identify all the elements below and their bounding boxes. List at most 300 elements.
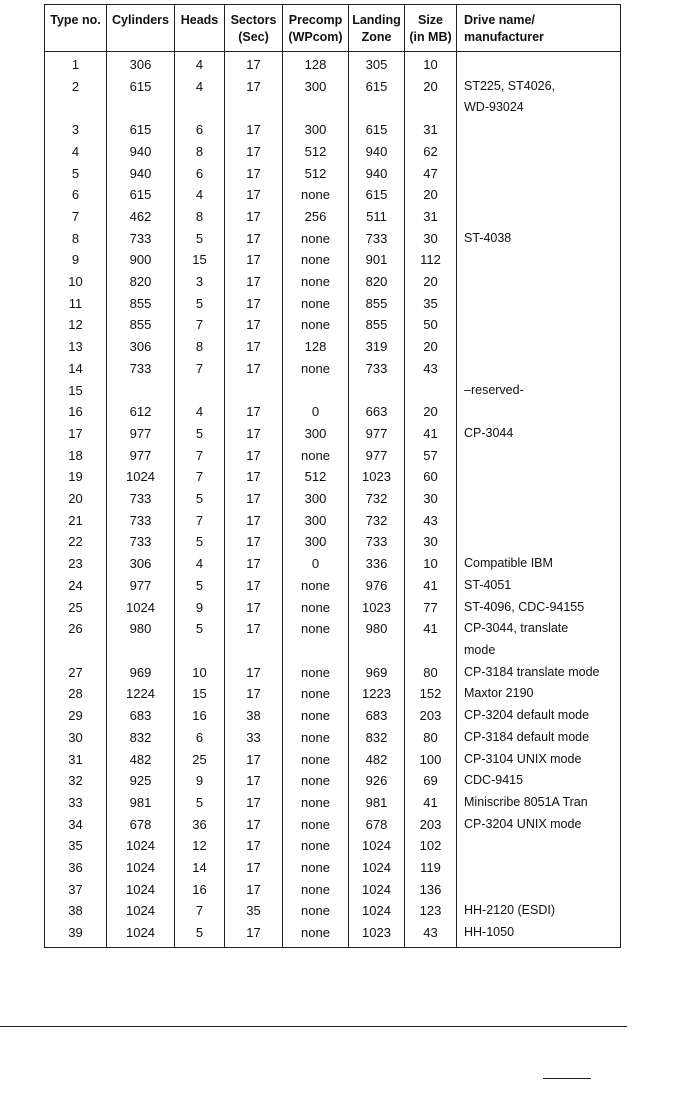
table-row	[45, 705, 621, 727]
cell-drive-name	[457, 52, 621, 76]
cell-heads: 8	[175, 206, 225, 228]
cell-cylinders: 1024	[107, 900, 175, 922]
table-row	[45, 380, 621, 402]
table-row	[45, 553, 621, 575]
cell-sectors: 17	[225, 293, 283, 315]
cell-sectors: 38	[225, 705, 283, 727]
cell-precomp: none	[283, 249, 349, 271]
cell-precomp: 300	[283, 510, 349, 532]
header-precomp: Precomp (WPcom)	[283, 5, 349, 52]
cell-sectors: 17	[225, 662, 283, 684]
header-landing-zone: Landing Zone	[349, 5, 405, 52]
cell-type-no: 32	[45, 770, 107, 792]
cell-sectors: 17	[225, 271, 283, 293]
cell-drive-name: CP-3104 UNIX mode	[457, 749, 621, 771]
cell-size: 203	[405, 705, 457, 727]
cell-landing-zone: 733	[349, 531, 405, 553]
cell-landing-zone: 305	[349, 52, 405, 76]
cell-sectors: 17	[225, 466, 283, 488]
cell-size: 30	[405, 531, 457, 553]
cell-cylinders: 482	[107, 749, 175, 771]
cell-cylinders: 1024	[107, 597, 175, 619]
cell-landing-zone: 940	[349, 141, 405, 163]
cell-heads: 5	[175, 293, 225, 315]
cell-landing-zone: 1024	[349, 900, 405, 922]
cell-cylinders: 306	[107, 553, 175, 575]
table-body	[45, 52, 621, 948]
cell-drive-name: CDC-9415	[457, 770, 621, 792]
table-row	[45, 488, 621, 510]
cell-sectors: 17	[225, 814, 283, 836]
cell-precomp: none	[283, 271, 349, 293]
cell-drive-name: HH-2120 (ESDI)	[457, 900, 621, 922]
cell-sectors: 17	[225, 358, 283, 380]
cell-cylinders: 940	[107, 163, 175, 185]
cell-heads: 5	[175, 792, 225, 814]
cell-size: 69	[405, 770, 457, 792]
cell-heads: 16	[175, 705, 225, 727]
cell-heads: 6	[175, 727, 225, 749]
cell-sectors: 17	[225, 857, 283, 879]
cell-type-no: 1	[45, 52, 107, 76]
cell-type-no: 35	[45, 835, 107, 857]
cell-landing-zone: 976	[349, 575, 405, 597]
cell-heads: 8	[175, 336, 225, 358]
cell-heads: 9	[175, 770, 225, 792]
cell-sectors	[225, 380, 283, 402]
cell-heads: 8	[175, 141, 225, 163]
cell-cylinders: 977	[107, 445, 175, 467]
cell-type-no: 9	[45, 249, 107, 271]
cell-landing-zone: 940	[349, 163, 405, 185]
table-row	[45, 835, 621, 857]
cell-type-no: 2	[45, 76, 107, 119]
cell-size: 10	[405, 553, 457, 575]
cell-drive-name	[457, 206, 621, 228]
cell-size: 20	[405, 401, 457, 423]
cell-precomp: none	[283, 727, 349, 749]
cell-drive-name: CP-3204 default mode	[457, 705, 621, 727]
cell-heads: 15	[175, 683, 225, 705]
table-row	[45, 184, 621, 206]
cell-sectors: 17	[225, 618, 283, 661]
cell-precomp: none	[283, 857, 349, 879]
cell-heads	[175, 380, 225, 402]
cell-cylinders: 1024	[107, 922, 175, 947]
cell-type-no: 17	[45, 423, 107, 445]
cell-sectors: 17	[225, 184, 283, 206]
cell-heads: 7	[175, 445, 225, 467]
table-row	[45, 52, 621, 76]
cell-sectors: 17	[225, 249, 283, 271]
cell-heads: 5	[175, 575, 225, 597]
cell-precomp: none	[283, 749, 349, 771]
cell-drive-name: ST-4038	[457, 228, 621, 250]
cell-heads: 4	[175, 401, 225, 423]
cell-heads: 5	[175, 228, 225, 250]
cell-drive-name: Maxtor 2190	[457, 683, 621, 705]
cell-landing-zone: 1024	[349, 835, 405, 857]
cell-drive-name: –reserved-	[457, 380, 621, 402]
cell-drive-name: Compatible IBM	[457, 553, 621, 575]
cell-type-no: 11	[45, 293, 107, 315]
cell-cylinders: 855	[107, 314, 175, 336]
cell-heads: 5	[175, 488, 225, 510]
cell-drive-name	[457, 249, 621, 271]
table-row	[45, 358, 621, 380]
cell-landing-zone: 733	[349, 358, 405, 380]
cell-type-no: 36	[45, 857, 107, 879]
cell-type-no: 16	[45, 401, 107, 423]
cell-size: 41	[405, 423, 457, 445]
cell-precomp	[283, 380, 349, 402]
cell-heads: 15	[175, 249, 225, 271]
cell-size: 80	[405, 662, 457, 684]
cell-size: 102	[405, 835, 457, 857]
cell-precomp: none	[283, 228, 349, 250]
header-row	[45, 5, 621, 52]
table-row	[45, 314, 621, 336]
cell-heads: 36	[175, 814, 225, 836]
table-row	[45, 510, 621, 532]
cell-precomp: 256	[283, 206, 349, 228]
cell-cylinders: 977	[107, 423, 175, 445]
cell-landing-zone: 678	[349, 814, 405, 836]
cell-heads: 5	[175, 922, 225, 947]
cell-precomp: 512	[283, 466, 349, 488]
cell-type-no: 30	[45, 727, 107, 749]
cell-drive-name: CP-3184 translate mode	[457, 662, 621, 684]
cell-drive-name	[457, 314, 621, 336]
cell-size: 57	[405, 445, 457, 467]
cell-size: 136	[405, 879, 457, 901]
table-row	[45, 119, 621, 141]
cell-size: 31	[405, 206, 457, 228]
cell-sectors: 17	[225, 314, 283, 336]
cell-type-no: 8	[45, 228, 107, 250]
cell-heads: 4	[175, 184, 225, 206]
table-row	[45, 293, 621, 315]
cell-sectors: 17	[225, 445, 283, 467]
cell-heads: 4	[175, 553, 225, 575]
table-row	[45, 163, 621, 185]
cell-sectors: 17	[225, 228, 283, 250]
table-row	[45, 814, 621, 836]
cell-drive-name	[457, 879, 621, 901]
cell-drive-name: CP-3044, translate mode	[457, 618, 621, 661]
cell-sectors: 17	[225, 206, 283, 228]
cell-precomp: none	[283, 835, 349, 857]
cell-type-no: 33	[45, 792, 107, 814]
cell-drive-name	[457, 531, 621, 553]
cell-cylinders: 306	[107, 52, 175, 76]
cell-cylinders: 615	[107, 184, 175, 206]
cell-landing-zone: 926	[349, 770, 405, 792]
cell-cylinders: 683	[107, 705, 175, 727]
cell-type-no: 23	[45, 553, 107, 575]
cell-size: 152	[405, 683, 457, 705]
cell-landing-zone: 615	[349, 184, 405, 206]
cell-heads: 6	[175, 119, 225, 141]
cell-sectors: 17	[225, 423, 283, 445]
table-row	[45, 76, 621, 119]
cell-drive-name: HH-1050	[457, 922, 621, 947]
cell-heads: 10	[175, 662, 225, 684]
cell-cylinders: 969	[107, 662, 175, 684]
cell-size: 20	[405, 184, 457, 206]
cell-landing-zone: 977	[349, 423, 405, 445]
cell-landing-zone: 977	[349, 445, 405, 467]
cell-type-no: 3	[45, 119, 107, 141]
cell-landing-zone: 820	[349, 271, 405, 293]
table-row	[45, 792, 621, 814]
cell-drive-name	[457, 445, 621, 467]
cell-size: 10	[405, 52, 457, 76]
cell-landing-zone: 981	[349, 792, 405, 814]
cell-type-no: 13	[45, 336, 107, 358]
table-row	[45, 445, 621, 467]
cell-heads: 7	[175, 358, 225, 380]
cell-type-no: 28	[45, 683, 107, 705]
cell-drive-name	[457, 466, 621, 488]
cell-sectors: 17	[225, 575, 283, 597]
cell-size: 20	[405, 76, 457, 119]
cell-size: 41	[405, 618, 457, 661]
cell-type-no: 25	[45, 597, 107, 619]
cell-drive-name: ST225, ST4026, WD-93024	[457, 76, 621, 119]
cell-size: 43	[405, 922, 457, 947]
cell-cylinders: 900	[107, 249, 175, 271]
cell-heads: 6	[175, 163, 225, 185]
cell-landing-zone: 980	[349, 618, 405, 661]
cell-heads: 7	[175, 510, 225, 532]
cell-drive-name	[457, 119, 621, 141]
cell-precomp: none	[283, 358, 349, 380]
cell-size: 31	[405, 119, 457, 141]
cell-landing-zone: 663	[349, 401, 405, 423]
table-row	[45, 857, 621, 879]
cell-landing-zone: 336	[349, 553, 405, 575]
cell-cylinders: 733	[107, 358, 175, 380]
cell-cylinders: 1224	[107, 683, 175, 705]
cell-drive-name	[457, 488, 621, 510]
cell-heads: 7	[175, 314, 225, 336]
cell-drive-name: CP-3204 UNIX mode	[457, 814, 621, 836]
cell-cylinders: 462	[107, 206, 175, 228]
cell-cylinders: 832	[107, 727, 175, 749]
cell-type-no: 26	[45, 618, 107, 661]
cell-sectors: 17	[225, 401, 283, 423]
cell-cylinders: 615	[107, 76, 175, 119]
cell-drive-name: CP-3184 default mode	[457, 727, 621, 749]
cell-drive-name	[457, 163, 621, 185]
table-row	[45, 206, 621, 228]
cell-type-no: 14	[45, 358, 107, 380]
cell-precomp: none	[283, 814, 349, 836]
cell-cylinders: 820	[107, 271, 175, 293]
cell-precomp: 0	[283, 401, 349, 423]
cell-size: 20	[405, 271, 457, 293]
cell-cylinders: 615	[107, 119, 175, 141]
cell-cylinders: 940	[107, 141, 175, 163]
table-row	[45, 228, 621, 250]
cell-type-no: 29	[45, 705, 107, 727]
cell-landing-zone: 683	[349, 705, 405, 727]
cell-precomp: none	[283, 792, 349, 814]
cell-cylinders: 1024	[107, 879, 175, 901]
cell-size: 35	[405, 293, 457, 315]
cell-cylinders: 678	[107, 814, 175, 836]
cell-precomp: 512	[283, 141, 349, 163]
cell-cylinders: 1024	[107, 857, 175, 879]
cell-size: 77	[405, 597, 457, 619]
cell-drive-name	[457, 141, 621, 163]
cell-sectors: 17	[225, 531, 283, 553]
cell-sectors: 17	[225, 597, 283, 619]
cell-type-no: 24	[45, 575, 107, 597]
cell-cylinders: 733	[107, 531, 175, 553]
cell-size	[405, 380, 457, 402]
cell-cylinders: 1024	[107, 466, 175, 488]
cell-drive-name	[457, 401, 621, 423]
cell-sectors: 17	[225, 792, 283, 814]
cell-sectors: 17	[225, 52, 283, 76]
cell-heads: 16	[175, 879, 225, 901]
cell-sectors: 17	[225, 770, 283, 792]
table-row	[45, 770, 621, 792]
cell-type-no: 21	[45, 510, 107, 532]
table-row	[45, 423, 621, 445]
cell-heads: 9	[175, 597, 225, 619]
cell-landing-zone: 1024	[349, 879, 405, 901]
cell-size: 203	[405, 814, 457, 836]
cell-size: 123	[405, 900, 457, 922]
cell-drive-name	[457, 510, 621, 532]
table-row	[45, 249, 621, 271]
cell-size: 30	[405, 228, 457, 250]
header-sectors: Sectors (Sec)	[225, 5, 283, 52]
cell-size: 62	[405, 141, 457, 163]
cell-type-no: 4	[45, 141, 107, 163]
cell-landing-zone: 511	[349, 206, 405, 228]
cell-sectors: 35	[225, 900, 283, 922]
cell-sectors: 17	[225, 879, 283, 901]
cell-cylinders: 977	[107, 575, 175, 597]
cell-drive-name: CP-3044	[457, 423, 621, 445]
cell-sectors: 17	[225, 835, 283, 857]
cell-cylinders: 733	[107, 228, 175, 250]
table-row	[45, 618, 621, 661]
cell-type-no: 31	[45, 749, 107, 771]
cell-landing-zone: 615	[349, 119, 405, 141]
cell-type-no: 5	[45, 163, 107, 185]
cell-drive-name	[457, 271, 621, 293]
cell-precomp: none	[283, 184, 349, 206]
cell-landing-zone: 319	[349, 336, 405, 358]
cell-precomp: none	[283, 314, 349, 336]
cell-precomp: none	[283, 293, 349, 315]
cell-type-no: 38	[45, 900, 107, 922]
footer-rule	[543, 1078, 591, 1079]
cell-landing-zone: 855	[349, 314, 405, 336]
cell-drive-name	[457, 358, 621, 380]
table-row	[45, 879, 621, 901]
cell-size: 20	[405, 336, 457, 358]
table-row	[45, 271, 621, 293]
cell-cylinders: 980	[107, 618, 175, 661]
cell-landing-zone: 855	[349, 293, 405, 315]
cell-sectors: 17	[225, 922, 283, 947]
cell-cylinders: 733	[107, 510, 175, 532]
table-row	[45, 336, 621, 358]
cell-precomp: none	[283, 705, 349, 727]
cell-sectors: 33	[225, 727, 283, 749]
cell-heads: 5	[175, 423, 225, 445]
cell-heads: 5	[175, 618, 225, 661]
cell-landing-zone: 615	[349, 76, 405, 119]
header-size: Size (in MB)	[405, 5, 457, 52]
cell-heads: 14	[175, 857, 225, 879]
table-row	[45, 401, 621, 423]
cell-size: 30	[405, 488, 457, 510]
cell-landing-zone: 1024	[349, 857, 405, 879]
cell-sectors: 17	[225, 119, 283, 141]
cell-landing-zone: 733	[349, 228, 405, 250]
cell-precomp: none	[283, 662, 349, 684]
cell-landing-zone: 901	[349, 249, 405, 271]
cell-size: 60	[405, 466, 457, 488]
cell-heads: 7	[175, 466, 225, 488]
cell-heads: 5	[175, 531, 225, 553]
cell-precomp: none	[283, 770, 349, 792]
cell-heads: 3	[175, 271, 225, 293]
cell-cylinders: 855	[107, 293, 175, 315]
table-row	[45, 900, 621, 922]
cell-precomp: none	[283, 900, 349, 922]
cell-landing-zone: 969	[349, 662, 405, 684]
cell-precomp: 512	[283, 163, 349, 185]
cell-cylinders: 733	[107, 488, 175, 510]
cell-heads: 25	[175, 749, 225, 771]
cell-precomp: none	[283, 618, 349, 661]
cell-size: 112	[405, 249, 457, 271]
cell-sectors: 17	[225, 76, 283, 119]
cell-heads: 12	[175, 835, 225, 857]
cell-sectors: 17	[225, 141, 283, 163]
table-row	[45, 141, 621, 163]
cell-landing-zone: 832	[349, 727, 405, 749]
cell-drive-name	[457, 857, 621, 879]
cell-drive-name	[457, 835, 621, 857]
cell-cylinders: 612	[107, 401, 175, 423]
cell-precomp: 300	[283, 423, 349, 445]
cell-cylinders	[107, 380, 175, 402]
cell-precomp: none	[283, 922, 349, 947]
cell-landing-zone: 1023	[349, 597, 405, 619]
cell-drive-name: ST-4096, CDC-94155	[457, 597, 621, 619]
cell-type-no: 27	[45, 662, 107, 684]
header-cylinders: Cylinders	[107, 5, 175, 52]
cell-size: 43	[405, 358, 457, 380]
cell-type-no: 22	[45, 531, 107, 553]
cell-size: 50	[405, 314, 457, 336]
cell-precomp: none	[283, 879, 349, 901]
cell-landing-zone: 732	[349, 510, 405, 532]
cell-type-no: 18	[45, 445, 107, 467]
cell-type-no: 20	[45, 488, 107, 510]
cell-heads: 7	[175, 900, 225, 922]
cell-precomp: none	[283, 575, 349, 597]
